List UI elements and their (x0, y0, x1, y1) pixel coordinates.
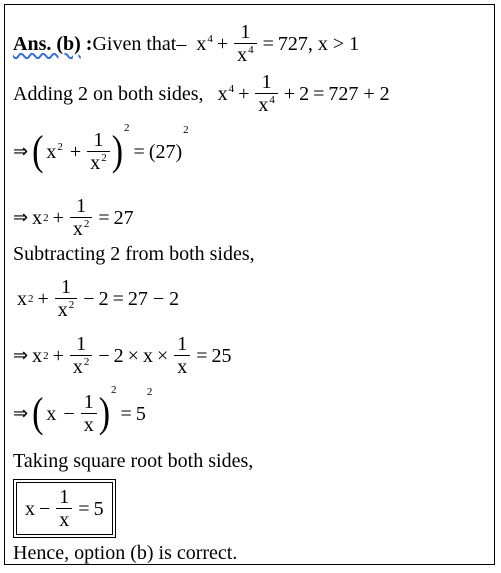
sum-rhs: 727 + 2 (328, 82, 390, 105)
result-27: 27 (113, 206, 134, 229)
result-27-line: ⇒ x 2 + $\frac{1}{x^2}$ = 27 (13, 195, 134, 240)
adding-line: Adding 2 on both sides, $x^4$ + $\frac{1}{x^4}$ + 2 = 727 + 2 (13, 71, 390, 116)
conclusion: Hence, option (b) is correct. (13, 542, 238, 564)
answer-label: Ans. (b) : (13, 32, 93, 55)
result-25: 25 (211, 344, 232, 367)
subtract-text: Subtracting 2 from both sides, (13, 243, 255, 265)
fraction-1-over-x4: $\frac{1}{x^4}$ (234, 22, 257, 65)
given-condition: , x > 1 (307, 32, 360, 55)
subtract-line: x 2 + $\frac{1}{x^2}$ − 2 = 27 − 2 (17, 276, 180, 321)
adding-text: Adding 2 on both sides, (13, 82, 204, 105)
sub-rhs: 27 − 2 (127, 287, 180, 310)
five-squared: 5 (135, 402, 146, 425)
given-text: Given that– (92, 32, 187, 55)
given-constant: 727 (277, 32, 308, 55)
squared-line: ⇒ ( $x^2$ + $\frac{1}{x^2}$ ) 2 = (27) 2 (13, 122, 189, 174)
square-rhs: (27) (148, 140, 183, 163)
answer-line: Ans. (b) : Given that– $x^4$ + $\frac{1}{x^4}$ = 727 , x > 1 (13, 21, 360, 66)
sqrt-text: Taking square root both sides, (13, 450, 254, 472)
final-answer-box: x − $\frac{1}{x}$ = 5 (16, 482, 113, 535)
binomial-line: ⇒ ( x − $\frac{1}{x}$ ) 2 = 5 2 (13, 384, 153, 436)
final-rhs: 5 (93, 497, 104, 520)
expand-line: ⇒ x 2 + $\frac{1}{x^2}$ − 2 × x × $\frac{1}{x}$ = 25 (13, 333, 232, 378)
